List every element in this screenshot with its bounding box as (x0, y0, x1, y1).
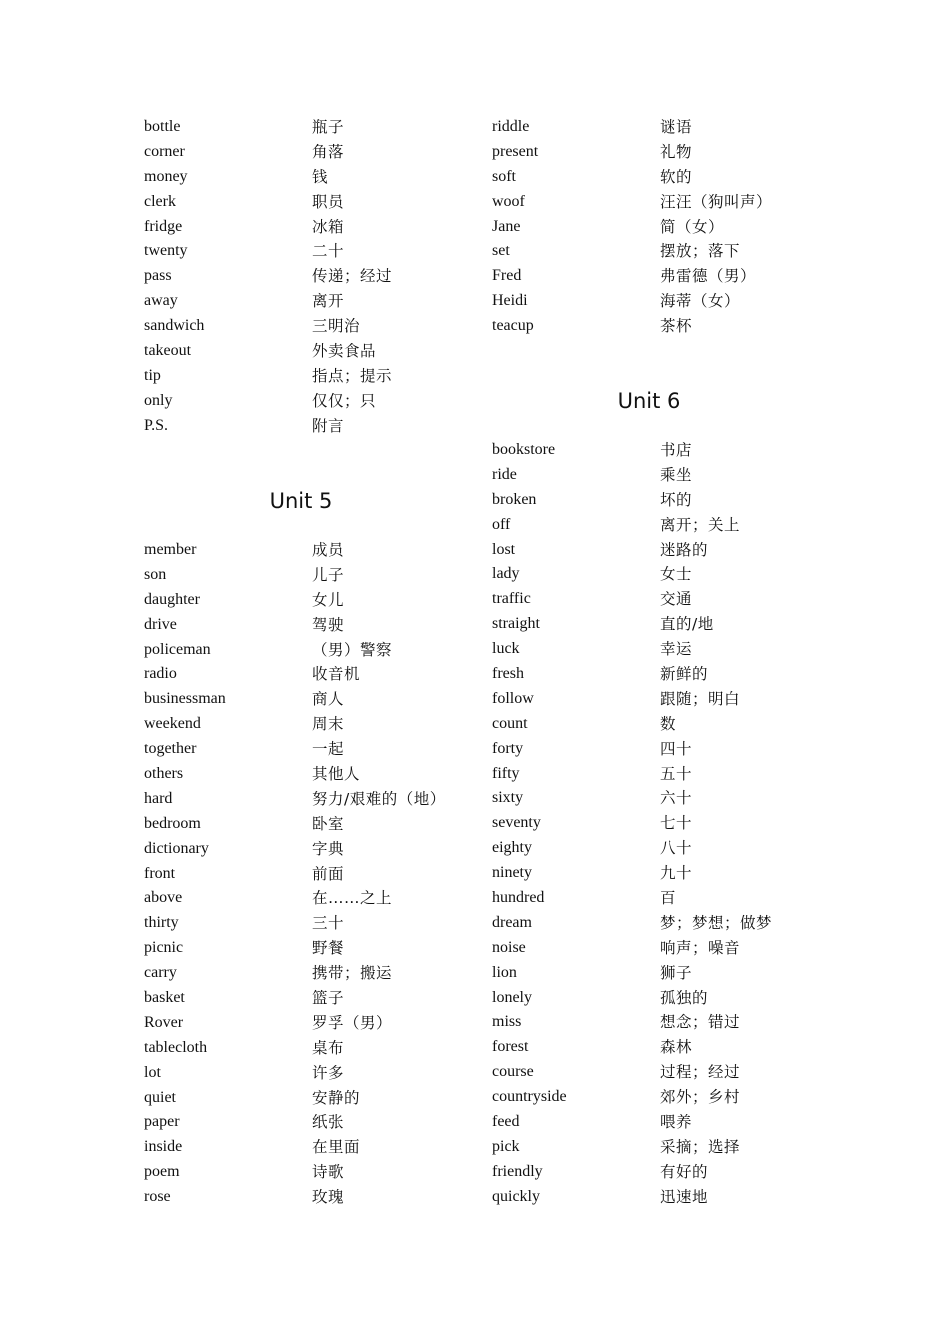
chinese-meaning: 迅速地 (660, 1187, 709, 1206)
vocab-row (492, 737, 832, 762)
chinese-meaning: 传递；经过 (312, 267, 393, 286)
vocab-row (144, 911, 484, 936)
chinese-meaning: 新鲜的 (660, 665, 709, 684)
english-word: together (144, 740, 197, 758)
chinese-meaning: 携带；搬运 (312, 964, 393, 983)
vocab-row (144, 862, 484, 887)
english-word: traffic (492, 590, 531, 608)
chinese-meaning: 瓶子 (312, 118, 345, 136)
vocab-row (492, 1110, 832, 1135)
chinese-meaning: 五十 (660, 764, 693, 783)
english-word: lonely (492, 988, 532, 1006)
chinese-meaning: 简（女） (660, 217, 725, 236)
english-word: forest (492, 1038, 529, 1056)
chinese-meaning: 冰箱 (312, 217, 345, 236)
vocab-row (492, 190, 832, 215)
english-word: bottle (144, 118, 181, 135)
chinese-meaning: 幸运 (660, 640, 693, 659)
chinese-meaning: 弗雷德（男） (660, 267, 757, 286)
english-word: Jane (492, 217, 521, 235)
english-word: hundred (492, 889, 545, 907)
vocab-row (492, 488, 832, 513)
chinese-meaning: 许多 (312, 1063, 345, 1082)
english-word: paper (144, 1113, 180, 1131)
chinese-meaning: 纸张 (312, 1113, 345, 1132)
english-word: Rover (144, 1013, 184, 1031)
vocab-row (144, 812, 484, 837)
vocab-row (144, 339, 484, 364)
chinese-meaning: 诗歌 (312, 1163, 345, 1182)
vocab-row (144, 886, 484, 911)
english-word: Fred (492, 267, 522, 285)
english-word: P.S. (144, 416, 169, 434)
english-word: clerk (144, 192, 176, 210)
english-word: riddle (492, 118, 530, 135)
vocab-row (492, 264, 832, 289)
vocab-row (144, 264, 484, 289)
chinese-meaning: 玫瑰 (312, 1188, 345, 1207)
chinese-meaning: 采摘；选择 (660, 1137, 741, 1156)
english-word: drive (144, 615, 177, 633)
english-word: corner (144, 142, 185, 160)
english-word: quiet (144, 1088, 176, 1106)
vocab-row (144, 737, 484, 762)
english-word: fifty (492, 764, 520, 782)
vocab-row (144, 961, 484, 986)
chinese-meaning: 郊外；乡村 (660, 1088, 741, 1107)
chinese-meaning: 礼物 (660, 142, 693, 161)
chinese-meaning: 迷路的 (660, 540, 709, 559)
english-word: lion (492, 963, 517, 981)
english-word: course (492, 1063, 534, 1081)
chinese-meaning: 在……之上 (312, 889, 393, 908)
chinese-meaning: 职员 (312, 192, 345, 211)
vocab-row (492, 662, 832, 687)
english-word: bedroom (144, 814, 201, 832)
english-word: present (492, 142, 539, 160)
english-word: others (144, 765, 184, 783)
english-word: only (144, 391, 173, 409)
english-word: basket (144, 989, 185, 1007)
vocab-row (492, 836, 832, 861)
chinese-meaning: 离开；关上 (660, 515, 741, 534)
vocab-row (492, 612, 832, 637)
chinese-meaning: （男）警察 (312, 640, 393, 659)
vocab-row (492, 1035, 832, 1060)
chinese-meaning: 有好的 (660, 1162, 709, 1181)
english-word: noise (492, 938, 526, 956)
chinese-meaning: 野餐 (312, 939, 345, 958)
english-word: businessman (144, 690, 226, 708)
english-word: set (492, 242, 510, 260)
chinese-meaning: 其他人 (312, 765, 361, 784)
english-word: carry (144, 964, 177, 982)
english-word: miss (492, 1013, 522, 1031)
vocab-row (144, 1135, 484, 1160)
chinese-meaning: 收音机 (312, 665, 361, 684)
english-word: sixty (492, 789, 524, 807)
english-word: away (144, 292, 178, 310)
chinese-meaning: 海蒂（女） (660, 292, 741, 311)
english-word: son (144, 565, 167, 583)
vocab-row (492, 215, 832, 240)
vocab-row (144, 314, 484, 339)
vocab-row (492, 463, 832, 488)
chinese-meaning: 三十 (312, 914, 345, 933)
vocab-row (492, 115, 832, 140)
vocab-row (492, 538, 832, 563)
english-word: seventy (492, 814, 541, 832)
chinese-meaning: 响声；噪音 (660, 938, 741, 957)
vocab-row (144, 712, 484, 737)
english-word: follow (492, 689, 534, 707)
vocab-row (144, 1110, 484, 1135)
vocab-row (492, 239, 832, 264)
chinese-meaning: 四十 (660, 739, 693, 758)
english-word: forty (492, 739, 524, 757)
english-word: pick (492, 1137, 520, 1155)
vocab-row (144, 538, 484, 563)
vocab-row (492, 562, 832, 587)
english-word: eighty (492, 839, 532, 857)
english-word: tip (144, 366, 161, 384)
vocab-row (144, 215, 484, 240)
chinese-meaning: 前面 (312, 864, 345, 883)
chinese-meaning: 安静的 (312, 1088, 361, 1107)
english-word: Heidi (492, 292, 528, 310)
chinese-meaning: 驾驶 (312, 615, 345, 634)
english-word: rose (144, 1188, 171, 1206)
english-word: thirty (144, 914, 179, 932)
chinese-meaning: 喂养 (660, 1113, 693, 1132)
english-word: feed (492, 1113, 520, 1131)
chinese-meaning: 九十 (660, 864, 693, 883)
chinese-meaning: 摆放；落下 (660, 242, 741, 261)
vocab-row (492, 986, 832, 1011)
english-word: lot (144, 1063, 161, 1081)
vocab-row (492, 637, 832, 662)
chinese-meaning: 篮子 (312, 989, 345, 1008)
english-word: tablecloth (144, 1038, 208, 1056)
english-word: dream (492, 913, 532, 931)
english-word: ninety (492, 864, 532, 882)
vocab-row (144, 1160, 484, 1185)
chinese-meaning: 三明治 (312, 317, 361, 336)
vocab-row (492, 1010, 832, 1035)
chinese-meaning: 茶杯 (660, 317, 693, 336)
chinese-meaning: 成员 (312, 541, 345, 559)
english-word: picnic (144, 939, 184, 957)
english-word: pass (144, 267, 172, 285)
vocab-row (492, 289, 832, 314)
chinese-meaning: 商人 (312, 690, 345, 709)
english-word: twenty (144, 242, 188, 260)
chinese-meaning: 梦；梦想；做梦 (660, 913, 773, 932)
vocab-row (492, 961, 832, 986)
vocab-row (492, 1060, 832, 1085)
vocab-row (492, 1085, 832, 1110)
vocab-row (144, 140, 484, 165)
vocab-row (144, 662, 484, 687)
vocab-row (492, 140, 832, 165)
chinese-meaning: 罗孚（男） (312, 1013, 393, 1032)
chinese-meaning: 钱 (312, 167, 329, 186)
chinese-meaning: 附言 (312, 416, 345, 435)
vocab-row (492, 314, 832, 339)
vocab-row (144, 364, 484, 389)
chinese-meaning: 二十 (312, 242, 345, 261)
vocab-row (492, 861, 832, 886)
unit-6-heading: Unit 6 (617, 389, 681, 413)
vocab-row (492, 786, 832, 811)
vocab-row (492, 811, 832, 836)
english-word: dictionary (144, 839, 209, 857)
chinese-meaning: 狮子 (660, 963, 693, 982)
english-word: inside (144, 1138, 183, 1156)
english-word: ride (492, 465, 517, 483)
english-word: friendly (492, 1162, 543, 1180)
chinese-meaning: 汪汪（狗叫声） (660, 192, 773, 211)
chinese-meaning: 努力/艰难的（地） (312, 789, 446, 808)
unit-5-heading: Unit 5 (269, 489, 333, 513)
chinese-meaning: 仅仅；只 (312, 391, 377, 410)
chinese-meaning: 女儿 (312, 590, 345, 609)
english-word: straight (492, 615, 540, 633)
english-word: count (492, 714, 528, 732)
english-word: above (144, 889, 183, 907)
right-top-word-list (492, 115, 832, 339)
vocab-row (144, 837, 484, 862)
chinese-meaning: 书店 (660, 441, 693, 459)
english-word: quickly (492, 1187, 540, 1205)
vocab-row (144, 638, 484, 663)
vocab-row (144, 289, 484, 314)
english-word: bookstore (492, 441, 556, 458)
chinese-meaning: 一起 (312, 740, 345, 759)
english-word: takeout (144, 342, 192, 360)
english-word: front (144, 864, 176, 882)
vocab-row (144, 115, 484, 140)
chinese-meaning: 数 (660, 714, 677, 733)
vocab-row (144, 762, 484, 787)
vocab-row (144, 1011, 484, 1036)
chinese-meaning: 跟随；明白 (660, 689, 741, 708)
vocab-row (144, 1036, 484, 1061)
vocab-row (492, 762, 832, 787)
chinese-meaning: 字典 (312, 839, 345, 858)
vocab-row (144, 1086, 484, 1111)
chinese-meaning: 离开 (312, 292, 345, 311)
vocab-row (144, 1185, 484, 1210)
vocab-row (144, 936, 484, 961)
vocab-row (144, 787, 484, 812)
chinese-meaning: 周末 (312, 715, 345, 734)
vocab-row (492, 712, 832, 737)
vocab-row (144, 613, 484, 638)
english-word: policeman (144, 640, 211, 658)
english-word: broken (492, 490, 537, 508)
english-word: sandwich (144, 317, 205, 335)
chinese-meaning: 谜语 (660, 118, 693, 136)
english-word: off (492, 515, 511, 533)
chinese-meaning: 八十 (660, 839, 693, 858)
chinese-meaning: 交通 (660, 590, 693, 609)
chinese-meaning: 角落 (312, 142, 345, 161)
chinese-meaning: 乘坐 (660, 465, 693, 484)
vocab-row (492, 438, 832, 463)
vocab-row (492, 911, 832, 936)
chinese-meaning: 过程；经过 (660, 1063, 741, 1082)
chinese-meaning: 软的 (660, 167, 693, 186)
english-word: poem (144, 1163, 180, 1181)
vocab-row (144, 414, 484, 439)
english-word: fresh (492, 665, 524, 683)
chinese-meaning: 六十 (660, 789, 693, 808)
chinese-meaning: 卧室 (312, 814, 345, 833)
vocab-row (144, 588, 484, 613)
vocab-row (144, 563, 484, 588)
vocab-row (492, 1135, 832, 1160)
vocab-row (144, 190, 484, 215)
english-word: money (144, 167, 188, 185)
vocab-row (144, 165, 484, 190)
english-word: lady (492, 565, 520, 583)
chinese-meaning: 儿子 (312, 565, 345, 584)
chinese-meaning: 指点；提示 (312, 366, 393, 385)
vocab-row (492, 886, 832, 911)
english-word: daughter (144, 590, 200, 608)
english-word: radio (144, 665, 177, 683)
vocab-row (492, 1185, 832, 1210)
vocab-row (144, 1061, 484, 1086)
vocab-row (144, 687, 484, 712)
vocab-row (492, 165, 832, 190)
english-word: member (144, 541, 197, 558)
english-word: teacup (492, 317, 534, 335)
english-word: fridge (144, 217, 183, 235)
vocab-row (492, 687, 832, 712)
chinese-meaning: 直的/地 (660, 615, 714, 634)
english-word: soft (492, 167, 516, 185)
chinese-meaning: 森林 (660, 1038, 693, 1057)
chinese-meaning: 外卖食品 (312, 342, 377, 361)
chinese-meaning: 想念；错过 (660, 1013, 741, 1032)
chinese-meaning: 七十 (660, 814, 693, 833)
english-word: hard (144, 789, 173, 807)
vocab-row (144, 239, 484, 264)
chinese-meaning: 孤独的 (660, 988, 709, 1007)
vocab-row (492, 587, 832, 612)
vocab-row (492, 513, 832, 538)
english-word: countryside (492, 1088, 567, 1106)
english-word: weekend (144, 715, 201, 733)
english-word: lost (492, 540, 516, 558)
vocab-row (144, 389, 484, 414)
chinese-meaning: 在里面 (312, 1138, 361, 1157)
vocab-row (492, 1160, 832, 1185)
english-word: luck (492, 640, 520, 658)
left-top-word-list (144, 115, 484, 439)
chinese-meaning: 百 (660, 889, 677, 908)
english-word: woof (492, 192, 525, 210)
chinese-meaning: 坏的 (660, 490, 693, 509)
chinese-meaning: 女士 (660, 565, 693, 584)
unit-6-word-list (492, 438, 832, 1210)
vocab-row (492, 936, 832, 961)
unit-5-word-list (144, 538, 484, 1210)
chinese-meaning: 桌布 (312, 1038, 345, 1057)
vocab-row (144, 986, 484, 1011)
